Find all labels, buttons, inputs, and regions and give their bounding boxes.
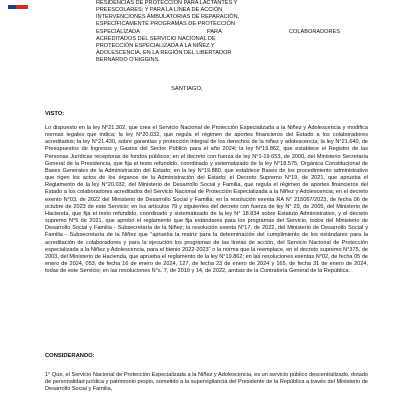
- resolution-title-block: [96, 0, 340, 64]
- title-line: BERNARDO O'HIGGINS.: [96, 57, 160, 64]
- logo-blue-bar: [8, 5, 16, 9]
- visto-section: [45, 125, 368, 275]
- title-line: ACREDITADOS DEL SERVICIO NACIONAL DE: [96, 35, 216, 42]
- considerando-section: [45, 372, 368, 393]
- logo-red-bar: [16, 5, 28, 9]
- title-line: ESPECÍFICAMENTE PROGRAMAS DE PROTECCIÓN: [96, 21, 235, 28]
- city-date-line: SANTIAGO,: [171, 86, 203, 92]
- title-line: INTERVENCIONES AMBULATORIAS DE REPARACIÓN,: [96, 14, 240, 21]
- government-logo-icon: [8, 0, 28, 8]
- title-line: PREESCOLARES; Y PARA LA LÍNEA DE ACCIÓN: [96, 7, 223, 14]
- title-line: PROTECCIÓN ESPECIALIZADA A LA NIÑEZ Y: [96, 42, 215, 49]
- visto-paragraph: Lo dispuesto en la ley N°21.302, que crea el Servicio Nacional de Protección Especializada a la Niñez y Adolescencia y modifica normas legales que indica; la ley N°20.032, que regula el régimen de aportes financieros del Estado a los colaboradores acreditados; la ley N°21.430, sobre garantías y protección integral de los derechos de la niñez y adolescencia; la ley N°21.640, de Presupuestos de Ingresos y Gastos del Sector Público para el año 2024; la ley N°19.862, que establece el Registro de las Personas Jurídicas receptoras de fondos públicos; en el decreto con fuerza de ley N°1-19.653, de 2000, del Ministerio Secretaría General de la Presidencia, que fija el texto refundido, coordinado y sistematizado de la ley N°18.575, Orgánica Constitucional de Bases Generales de la Administración del Estado; en la ley N°19.880, que establece Bases de los procedimiento administrativo que rigen los actos de los órganos de la Administración del Estado; el Decreto Supremo N°19, de 2021, que aprueba el Reglamento de la ley N°20.032, del Ministerio de Desarrollo Social y Familia, que regula el régimen de aportes financieros del Estado a los colaboradores acreditados del Servicio Nacional de Protección Especializada a la Niñez y Adolescencia; en el decreto exento N°03, de 2022 del Ministerio de Desarrollo Social y Familia; en la resolución exenta RA N° 215067/2023, de fecha 06 de octubre de 2023 de este Servicio; en los artículos 79 y siguientes del decreto con fuerza de ley N° 29, de 2005, del Ministerio de Hacienda, que fija el texto refundido, coordinado y sistematizado de la ley N° 18.834 sobre Estatuto Administrativo, y el decreto supremo N°5 de 2021, que aprobó el reglamento que fija estándares para los programas del Servicio, todos del Ministerio de Desarrollo Social y Familia - Subsecretaría de la Niñez; la resolución exenta N°17, de 2022, del Ministerio de Desarrollo Social y Familia - Subsecretaría de la Niñez que "aprueba la matriz para la determinación del cumplimiento de los estándares para la acreditación de colaboradores y para la ejecución los programas de las líneas de acción, del Servicio Nacional de Protección especializada a la Niñez y Adolescencia, para el bienio 2022-2023" o la norma que la reemplace, en el decreto supremo N°375, de 2003, del Ministerio de Hacienda, que aprueba el reglamento de la ley N°19.862; en las resoluciones exentas N°02, de fecha 05 de enero de 2024, 053, de fecha 16 de enero de 2024, 127, de fecha 23 de enero de 2024 y 165, de fecha 31 de enero de 2024, todas de este Servicio; en las resoluciones N°s. 7, de 2019 y 14, de 2022, ambas de la Contraloría General de la República.: [45, 125, 368, 275]
- visto-heading: VISTO:: [45, 111, 65, 117]
- considerando-heading: CONSIDERANDO:: [45, 353, 95, 359]
- considerando-paragraph: 1° Que, el Servicio Nacional de Protección Especializada a la Niñez y Adolescencia, es un servicio público descentralizado, dotado de personalidad jurídica y patrimonio propio, sometido a la supervigilancia del Presidente de la República a través del Ministerio de Desarrollo Social y Familia,: [45, 372, 368, 393]
- title-line: RESIDENCIAS DE PROTECCIÓN PARA LACTANTES Y: [96, 0, 238, 6]
- title-line: ESPECIALIZADA PARA COLABORADORES: [96, 28, 340, 35]
- title-line: ADOLESCENCIA, EN LA REGIÓN DEL LIBERTADOR: [96, 50, 232, 57]
